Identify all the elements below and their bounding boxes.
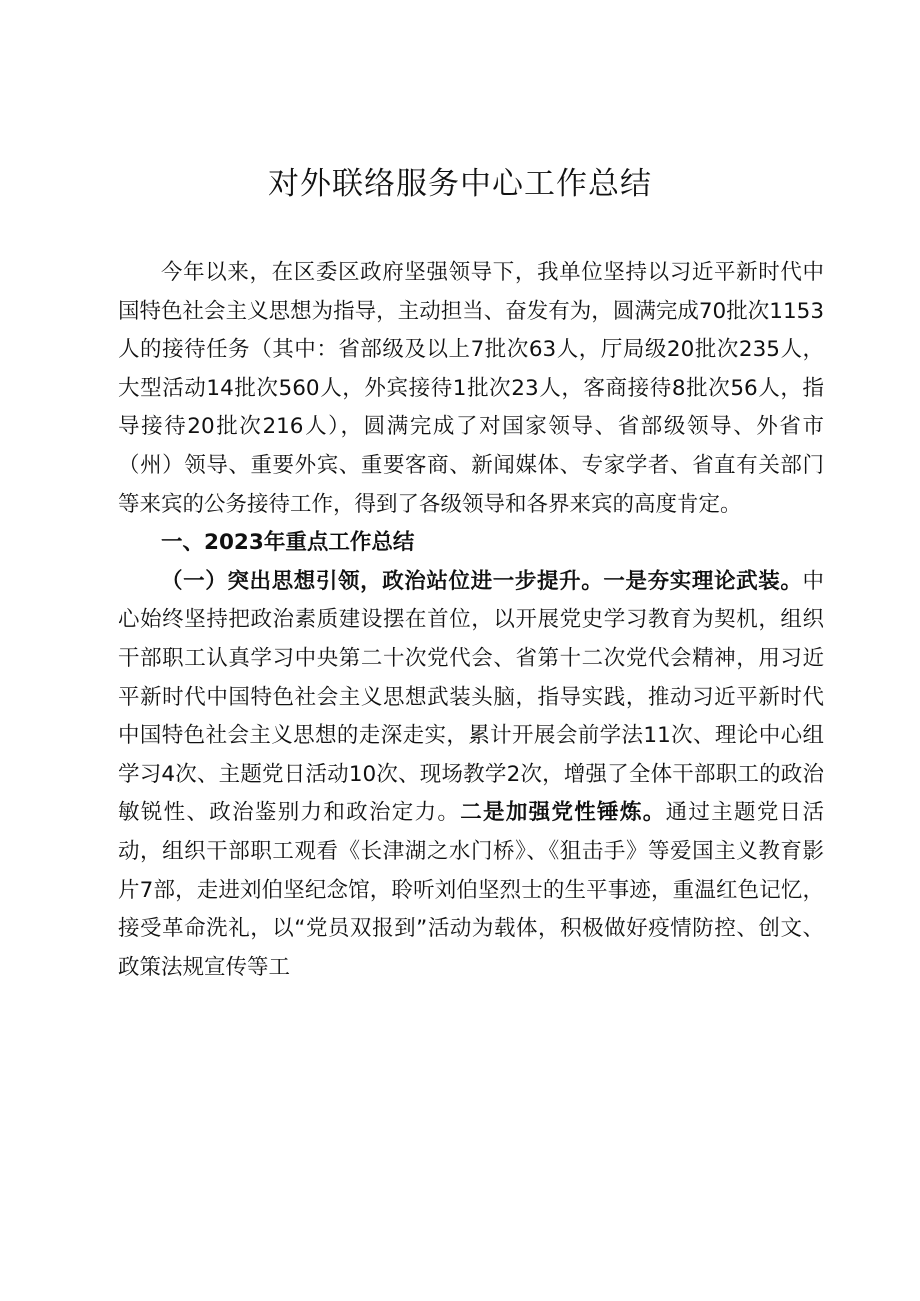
subsection-heading: （一）突出思想引领，政治站位进一步提升。 xyxy=(161,568,604,594)
point-1-text: 中心始终坚持把政治素质建设摆在首位，以开展党史学习教育为契机，组织干部职工认真学习中央第二十次党代会、省第十二次党代会精神，用习近平新时代中国特色社会主义思想武装头脑，指导实践，推动习近平新时代中国特色社会主义思想的走深走实，累计开展会前学法11次、理论中心组学习4次、主题党日活动10次、现场教学2次，增强了全体干部职工的政治敏锐性、政治鉴别力和政治定力。 xyxy=(118,568,824,826)
point-2-text: 通过主题党日活动，组织干部职工观看《长津湖之水门桥》、《狙击手》等爱国主义教育影片7部，走进刘伯坚纪念馆，聆听刘伯坚烈士的生平事迹，重温红色记忆，接受革命洗礼，以“党员双报到”活动为载体，积极做好疫情防控、创文、政策法规宣传等工 xyxy=(118,800,824,980)
point-1-title: 一是夯实理论武装。 xyxy=(603,568,803,594)
point-2-title: 二是加强党性锤炼。 xyxy=(460,800,666,826)
subsection-paragraph xyxy=(118,563,824,988)
document-body xyxy=(118,254,824,987)
section-heading: 一、2023年重点工作总结 xyxy=(161,530,415,556)
document-title: 对外联络服务中心工作总结 xyxy=(268,166,652,202)
intro-paragraph: 今年以来，在区委区政府坚强领导下，我单位坚持以习近平新时代中国特色社会主义思想为指导，主动担当、奋发有为，圆满完成70批次1153人的接待任务（其中：省部级及以上7批次63人，厅局级20批次235人，大型活动14批次560人，外宾接待1批次23人，客商接待8批次56人，指导接待20批次216人），圆满完成了对国家领导、省部级领导、外省市（州）领导、重要外宾、重要客商、新闻媒体、专家学者、省直有关部门等来宾的公务接待工作，得到了各级领导和各界来宾的高度肯定。 xyxy=(118,260,824,517)
